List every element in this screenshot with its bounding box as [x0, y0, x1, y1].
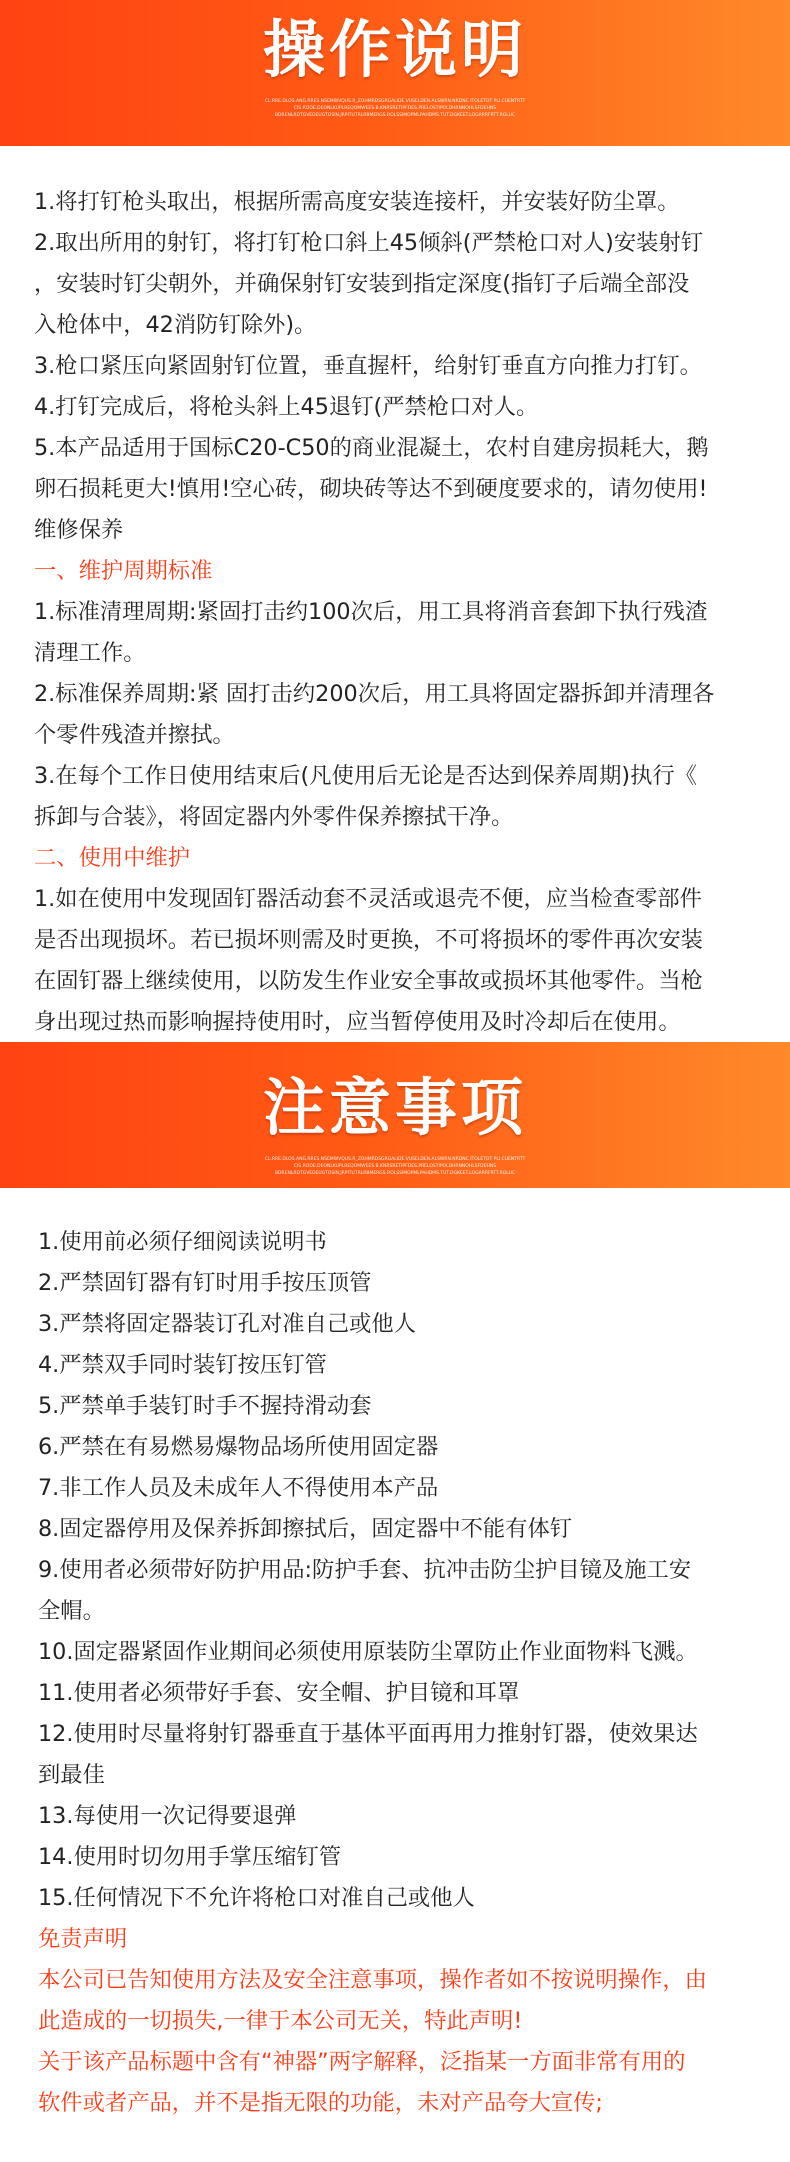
text-line: 3.在每个工作日使用结束后(凡使用后无论是否达到保养周期)执行《 [34, 763, 697, 789]
text-line: 2.取出所用的射钉，将打钉枪口斜上45倾斜(严禁枪口对人)安装射钉 [34, 230, 704, 256]
highlighted-text-line: 一、维护周期标准 [34, 558, 213, 584]
text-line: 1.如在使用中发现固钉器活动套不灵活或退壳不便，应当检查零部件 [34, 886, 702, 912]
text-line: 2.标准保养周期:紧 固打击约200次后，用工具将固定器拆卸并清理各 [34, 681, 715, 707]
text-line: 卵石损耗更大!慎用!空心砖，砌块砖等达不到硬度要求的，请勿使用! [34, 476, 708, 502]
highlighted-text-line: 软件或者产品，并不是指无限的功能，未对产品夸大宣传; [38, 2090, 603, 2116]
text-line: 3.严禁将固定器装订孔对准自己或他人 [38, 1311, 417, 1337]
operation-instructions-banner [0, 0, 790, 146]
highlighted-text-line: 免责声明 [38, 1926, 128, 1952]
banner-fine-print-3: BDRENLRDTGVEDEUGTOSIN,JRPITUTRLRBMERGS.ROLSSIMOPMLPAHDMS.TUT.DGKEET.LOGARRFRTT.RGLUC [274, 1171, 516, 1176]
banner-fine-print-1: CL.RRE.DLOS.ANG.RRES.NSEMWVQUS.R_ZOHMRDSGRGALIDE.VUSELDEN.ALSWRN.NRDNC ITOLETOT PLI.CUENTRTT [264, 1157, 526, 1162]
banner-fine-print-1: CL.RRE.DLOS.ANG.RRES.NSEMWVQUS.R_ZOHMRDSGRGALIDE.VUSELDEN.ALSWRN.NRDNC ITOLETOT PLI.CUENTRTT [264, 99, 526, 104]
text-line: 拆卸与合装》，将固定器内外零件保养擦拭干净。 [34, 804, 514, 830]
operation-instructions-body [0, 146, 790, 1042]
text-line: ，安装时钉尖朝外，并确保射钉安装到指定深度(指钉子后端全部没 [34, 271, 690, 297]
operation-instructions-title: 操作说明 [262, 13, 527, 86]
text-line: 15.任何情况下不允许将枪口对准自己或他人 [38, 1885, 475, 1911]
text-line: 在固钉器上继续使用，以防发生作业安全事故或损坏其他零件。当枪 [34, 968, 703, 994]
text-line: 到最佳 [38, 1762, 105, 1788]
precautions-title: 注意事项 [262, 1071, 527, 1144]
text-line: 个零件残渣并擦拭。 [34, 722, 235, 748]
highlighted-text-line: 关于该产品标题中含有“神器”两字解释，泛指某一方面非常有用的 [38, 2049, 686, 2075]
highlighted-text-line: 二、使用中维护 [34, 845, 191, 871]
text-line: 14.使用时切勿用手掌压缩钉管 [38, 1844, 342, 1870]
text-line: 入枪体中，42消防钉除外)。 [34, 312, 317, 338]
text-line: 清理工作。 [34, 640, 146, 666]
banner-fine-print-2: CIS.ROOE.DEONLKUPLREQOMWEES.B.KNRSRETIPFDES.PRELOSTIPOLDHRNNOHLSFDEHNS [293, 1164, 497, 1169]
highlighted-text-line: 此造成的一切损失,一律于本公司无关，特此声明! [38, 2008, 523, 2034]
text-line: 5.严禁单手装钉时手不握持滑动套 [38, 1393, 372, 1419]
text-line: 5.本产品适用于国标C20-C50的商业混凝土，农村自建房损耗大，鹅 [34, 435, 709, 461]
text-line: 全帽。 [38, 1598, 105, 1624]
text-line: 12.使用时尽量将射钉器垂直于基体平面再用力推射钉器，使效果达 [38, 1721, 698, 1747]
precautions-body [0, 1188, 790, 2124]
text-line: 1.将打钉枪头取出，根据所需高度安装连接杆，并安装好防尘罩。 [34, 189, 680, 215]
text-line: 2.严禁固钉器有钉时用手按压顶管 [38, 1270, 372, 1296]
banner-fine-print-3: BDRENLRDTGVEDEUGTOSIN,JRPITUTRLRBMERGS.ROLSSIMOPMLPAHDMS.TUT.DGKEET.LOGARRFRTT.RGLUC [274, 113, 516, 118]
text-line: 3.枪口紧压向紧固射钉位置，垂直握杆，给射钉垂直方向推力打钉。 [34, 353, 702, 379]
text-line: 7.非工作人员及未成年人不得使用本产品 [38, 1475, 439, 1501]
text-line: 4.打钉完成后，将枪头斜上45退钉(严禁枪口对人。 [34, 394, 539, 420]
highlighted-text-line: 本公司已告知使用方法及安全注意事项，操作者如不按说明操作，由 [38, 1967, 707, 1993]
text-line: 1.标准清理周期:紧固打击约100次后，用工具将消音套卸下执行残渣 [34, 599, 708, 625]
text-line: 身出现过热而影响握持使用时，应当暂停使用及时冷却后在使用。 [34, 1009, 681, 1035]
precautions-banner [0, 1042, 790, 1188]
text-line: 4.严禁双手同时装钉按压钉管 [38, 1352, 327, 1378]
text-line: 8.固定器停用及保养拆卸擦拭后，固定器中不能有体钉 [38, 1516, 573, 1542]
text-line: 1.使用前必须仔细阅读说明书 [38, 1229, 327, 1255]
text-line: 维修保养 [34, 517, 124, 543]
text-line: 13.每使用一次记得要退弹 [38, 1803, 297, 1829]
text-line: 是否出现损坏。若已损坏则需及时更换，不可将损坏的零件再次安装 [34, 927, 703, 953]
text-line: 6.严禁在有易燃易爆物品场所使用固定器 [38, 1434, 439, 1460]
text-line: 10.固定器紧固作业期间必须使用原装防尘罩防止作业面物料飞溅。 [38, 1639, 698, 1665]
text-line: 11.使用者必须带好手套、安全帽、护目镜和耳罩 [38, 1680, 520, 1706]
banner-fine-print-2: CIS.ROOE.DEONLKUPLREQOMWEES.B.KNRSRETIPFDES.PRELOSTIPOLDHRNNOHLSFDEHNS [293, 106, 497, 111]
text-line: 9.使用者必须带好防护用品:防护手套、抗冲击防尘护目镜及施工安 [38, 1557, 692, 1583]
